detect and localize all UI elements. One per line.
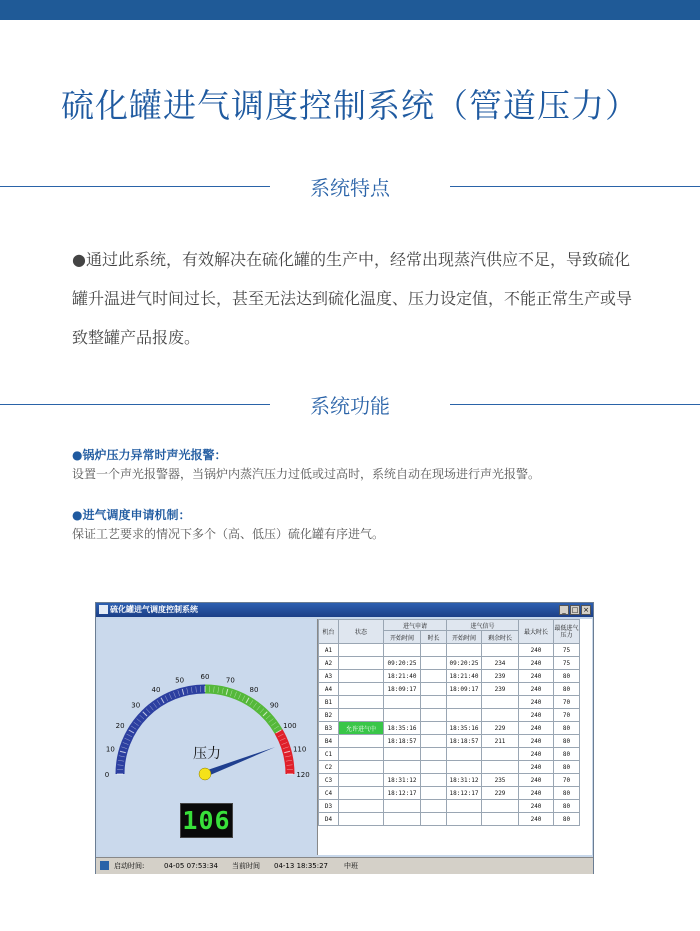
- gauge-hub: [199, 768, 211, 780]
- cell-remain: [482, 813, 519, 826]
- gauge-tick-label: 110: [292, 745, 307, 754]
- cell-req_dur: [421, 774, 447, 787]
- cell-max: 240: [519, 683, 554, 696]
- cell-minp: 75: [554, 644, 580, 657]
- cell-sig_start: [447, 813, 482, 826]
- current-time-label: 当前时间: [232, 862, 260, 870]
- cell-remain: 235: [482, 774, 519, 787]
- cell-max: 240: [519, 761, 554, 774]
- table-row[interactable]: [319, 683, 580, 696]
- cell-sig_start: 09:20:25: [447, 657, 482, 670]
- cell-max: 240: [519, 709, 554, 722]
- cell-minp: 80: [554, 670, 580, 683]
- start-time-label: 启动时间:: [114, 862, 145, 870]
- cell-req_dur: [421, 657, 447, 670]
- table-row[interactable]: [319, 800, 580, 813]
- cell-sig_start: 18:31:12: [447, 774, 482, 787]
- col-remaining: 剩余时长: [482, 631, 519, 644]
- cell-req_start: [384, 761, 421, 774]
- cell-req_start: 18:31:12: [384, 774, 421, 787]
- cell-remain: [482, 761, 519, 774]
- col-max-time: 最大时长: [519, 620, 554, 644]
- current-time-value: 04-13 18:35:27: [274, 862, 329, 870]
- gauge-band: [205, 689, 279, 732]
- cell-req_dur: [421, 813, 447, 826]
- cell-minp: 70: [554, 774, 580, 787]
- cell-status: 允许进气中: [339, 722, 384, 735]
- cell-remain: [482, 800, 519, 813]
- cell-id: A1: [319, 644, 339, 657]
- cell-sig_start: [447, 800, 482, 813]
- cell-req_dur: [421, 644, 447, 657]
- cell-req_dur: [421, 696, 447, 709]
- app-logo-icon: [99, 605, 108, 614]
- cell-status: [339, 761, 384, 774]
- col-req-start: 开始时间: [384, 631, 421, 644]
- cell-max: 240: [519, 657, 554, 670]
- cell-sig_start: [447, 748, 482, 761]
- section-header-features: [0, 172, 700, 202]
- cell-status: [339, 813, 384, 826]
- cell-status: [339, 644, 384, 657]
- gauge-tick-label: 60: [200, 673, 210, 681]
- gauge-tick-label: 120: [296, 771, 310, 779]
- cell-id: A2: [319, 657, 339, 670]
- table-row[interactable]: [319, 722, 580, 735]
- col-req-duration: 时长: [421, 631, 447, 644]
- table-row[interactable]: [319, 813, 580, 826]
- cell-minp: 80: [554, 813, 580, 826]
- cell-status: [339, 800, 384, 813]
- cell-req_dur: [421, 683, 447, 696]
- cell-req_start: [384, 709, 421, 722]
- window-title: 硫化罐进气调度控制系统: [110, 605, 198, 614]
- cell-remain: [482, 644, 519, 657]
- cell-status: [339, 683, 384, 696]
- gauge-label: 压力: [193, 746, 221, 762]
- cell-max: 240: [519, 722, 554, 735]
- cell-sig_start: [447, 696, 482, 709]
- pressure-readout: 106: [180, 803, 233, 838]
- cell-req_start: [384, 813, 421, 826]
- shift-value: 中班: [344, 862, 358, 870]
- top-bar: [0, 0, 700, 20]
- cell-req_start: 18:18:57: [384, 735, 421, 748]
- cell-max: 240: [519, 644, 554, 657]
- cell-minp: 75: [554, 657, 580, 670]
- table-row[interactable]: [319, 787, 580, 800]
- cell-remain: 211: [482, 735, 519, 748]
- table-row[interactable]: [319, 748, 580, 761]
- cell-status: [339, 774, 384, 787]
- dispatch-table: [318, 619, 580, 826]
- cell-req_start: 18:21:40: [384, 670, 421, 683]
- status-logo-icon: [100, 861, 109, 870]
- table-row[interactable]: [319, 644, 580, 657]
- col-status: 状态: [339, 620, 384, 644]
- gauge-tick-label: 80: [249, 686, 259, 695]
- group-request: 进气申请: [384, 620, 447, 631]
- cell-req_dur: [421, 735, 447, 748]
- cell-sig_start: 18:09:17: [447, 683, 482, 696]
- cell-req_start: 09:20:25: [384, 657, 421, 670]
- cell-sig_start: [447, 644, 482, 657]
- col-min-pressure: 最低进气压力: [554, 620, 580, 644]
- cell-req_dur: [421, 709, 447, 722]
- cell-max: 240: [519, 748, 554, 761]
- table-row[interactable]: [319, 696, 580, 709]
- table-row[interactable]: [319, 735, 580, 748]
- cell-minp: 80: [554, 761, 580, 774]
- cell-minp: 80: [554, 735, 580, 748]
- group-signal: 进气信号: [447, 620, 519, 631]
- cell-max: 240: [519, 813, 554, 826]
- window-titlebar: [96, 603, 593, 617]
- feature-title-alarm: ●锅炉压力异常时声光报警：: [72, 448, 227, 462]
- cell-status: [339, 696, 384, 709]
- cell-sig_start: 18:18:57: [447, 735, 482, 748]
- cell-minp: 70: [554, 709, 580, 722]
- gauge-tick-label: 50: [175, 676, 185, 685]
- gauge-tick-label: 70: [225, 676, 235, 685]
- section-title-functions: 系统功能: [310, 394, 390, 418]
- cell-status: [339, 709, 384, 722]
- table-row[interactable]: [319, 670, 580, 683]
- gauge-tick-label: 10: [105, 745, 115, 754]
- cell-max: 240: [519, 696, 554, 709]
- cell-id: B1: [319, 696, 339, 709]
- cell-remain: 229: [482, 787, 519, 800]
- cell-req_dur: [421, 761, 447, 774]
- gauge-tick-label: 0: [104, 771, 110, 779]
- feature-desc-alarm: 设置一个声光报警器，当锅炉内蒸汽压力过低或过高时，系统自动在现场进行声光报警。: [72, 467, 541, 481]
- cell-remain: 234: [482, 657, 519, 670]
- cell-sig_start: [447, 761, 482, 774]
- status-bar: [96, 857, 593, 874]
- cell-minp: 80: [554, 683, 580, 696]
- cell-id: D4: [319, 813, 339, 826]
- cell-id: A3: [319, 670, 339, 683]
- cell-id: B4: [319, 735, 339, 748]
- cell-id: C4: [319, 787, 339, 800]
- cell-id: A4: [319, 683, 339, 696]
- cell-sig_start: [447, 709, 482, 722]
- table-row[interactable]: [319, 657, 580, 670]
- cell-req_dur: [421, 748, 447, 761]
- cell-sig_start: 18:12:17: [447, 787, 482, 800]
- cell-id: C2: [319, 761, 339, 774]
- minimize-icon[interactable]: _: [559, 605, 569, 615]
- cell-status: [339, 735, 384, 748]
- close-icon[interactable]: ×: [581, 605, 591, 615]
- col-sig-start: 开始时间: [447, 631, 482, 644]
- dispatch-table-panel: [317, 619, 592, 855]
- cell-req_dur: [421, 722, 447, 735]
- gauge-tick-label: 100: [283, 722, 297, 730]
- cell-minp: 70: [554, 696, 580, 709]
- cell-remain: 239: [482, 683, 519, 696]
- cell-req_start: [384, 644, 421, 657]
- col-machine: 机台: [319, 620, 339, 644]
- cell-minp: 80: [554, 800, 580, 813]
- cell-minp: 80: [554, 748, 580, 761]
- cell-status: [339, 748, 384, 761]
- cell-remain: 229: [482, 722, 519, 735]
- cell-sig_start: 18:21:40: [447, 670, 482, 683]
- cell-max: 240: [519, 774, 554, 787]
- cell-id: D3: [319, 800, 339, 813]
- table-row[interactable]: [319, 709, 580, 722]
- cell-max: 240: [519, 735, 554, 748]
- cell-req_dur: [421, 800, 447, 813]
- cell-remain: [482, 696, 519, 709]
- cell-req_start: 18:09:17: [384, 683, 421, 696]
- cell-req_start: [384, 800, 421, 813]
- cell-max: 240: [519, 800, 554, 813]
- table-row[interactable]: [319, 761, 580, 774]
- cell-status: [339, 670, 384, 683]
- cell-minp: 80: [554, 787, 580, 800]
- cell-req_start: 18:35:16: [384, 722, 421, 735]
- app-window-screenshot: [95, 602, 594, 874]
- cell-req_dur: [421, 787, 447, 800]
- cell-id: C3: [319, 774, 339, 787]
- section-header-functions: [0, 390, 700, 420]
- gauge-panel: [98, 619, 316, 855]
- features-paragraph: ●通过此系统，有效解决在硫化罐的生产中，经常出现蒸汽供应不足，导致硫化罐升温进气时间过长，甚至无法达到硫化温度、压力设定值，不能正常生产或导致整罐产品报废。: [72, 250, 633, 347]
- cell-req_dur: [421, 670, 447, 683]
- divider-right: [450, 404, 700, 405]
- gauge-tick-label: 20: [115, 722, 125, 730]
- cell-req_start: [384, 748, 421, 761]
- cell-req_start: 18:12:17: [384, 787, 421, 800]
- gauge-tick-label: 90: [269, 701, 279, 710]
- cell-id: C1: [319, 748, 339, 761]
- start-time-value: 04-05 07:53:34: [164, 862, 219, 870]
- cell-id: B3: [319, 722, 339, 735]
- cell-max: 240: [519, 787, 554, 800]
- cell-minp: 80: [554, 722, 580, 735]
- cell-sig_start: 18:35:16: [447, 722, 482, 735]
- gauge-tick-label: 40: [151, 686, 161, 695]
- page-title: 硫化罐进气调度控制系统（管道压力）: [61, 86, 639, 125]
- cell-status: [339, 657, 384, 670]
- cell-id: B2: [319, 709, 339, 722]
- cell-status: [339, 787, 384, 800]
- feature-desc-dispatch: 保证工艺要求的情况下多个（高、低压）硫化罐有序进气。: [72, 527, 385, 541]
- table-row[interactable]: [319, 774, 580, 787]
- cell-remain: 239: [482, 670, 519, 683]
- feature-title-dispatch: ●进气调度申请机制：: [72, 508, 191, 522]
- gauge-tick-label: 30: [131, 701, 141, 710]
- cell-remain: [482, 709, 519, 722]
- cell-remain: [482, 748, 519, 761]
- section-title-features: 系统特点: [310, 176, 390, 200]
- maximize-icon[interactable]: □: [571, 606, 579, 614]
- cell-req_start: [384, 696, 421, 709]
- divider-right: [450, 186, 700, 187]
- cell-max: 240: [519, 670, 554, 683]
